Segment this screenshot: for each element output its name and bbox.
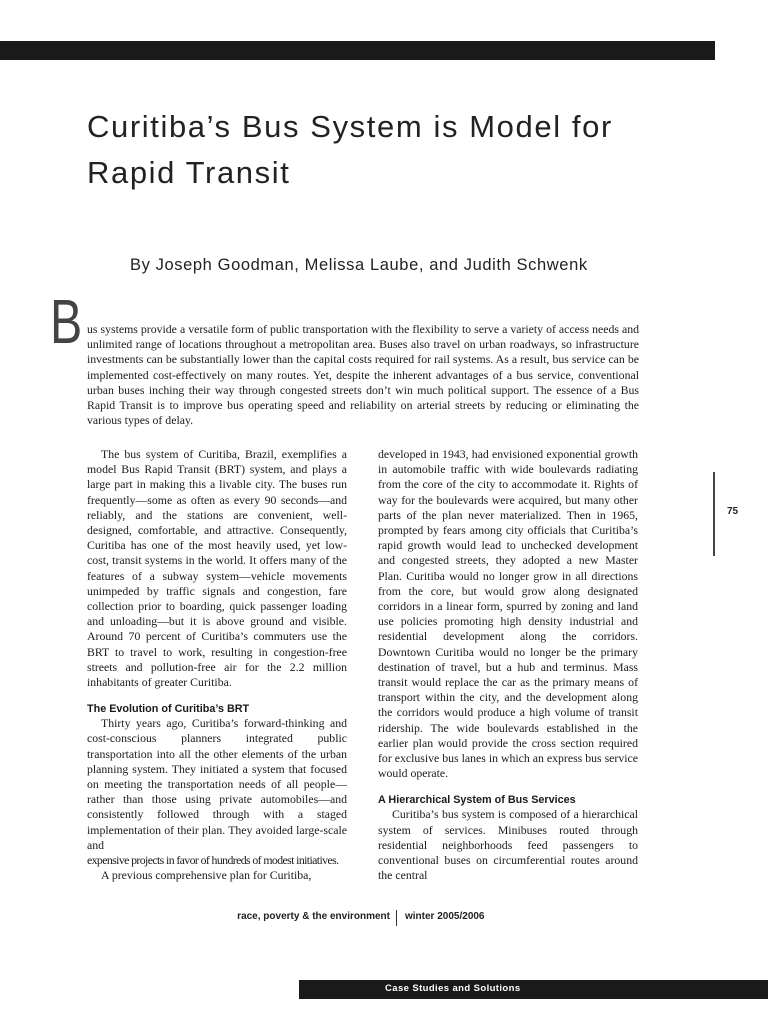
- left-column: [87, 447, 347, 883]
- footer-divider: [396, 910, 397, 926]
- section-heading: The Evolution of Curitiba’s BRT: [87, 703, 250, 716]
- intro-paragraph: us systems provide a versatile form of public transportation with the flexibility to serve a variety of access needs and unlimited range of locations throughout a metropolitan area. Buses also travel on urban roadways, so infrastructure investments can be substantially lower than the capital costs required for rail systems. As a result, bus service can be implemented cost-effectively on many routes. Yet, despite the inherent advantages of a bus service, conventional urban buses inching their way through congested streets don’t win much political support. The essence of a Bus Rapid Transit is to improve bus operating speed and reliability on arterial streets by reducing or eliminating the various types of delay.: [87, 322, 639, 428]
- footer-journal-title: race, poverty & the environment: [237, 911, 390, 922]
- section-label-bar: [299, 980, 768, 999]
- drop-cap: B: [50, 288, 83, 357]
- paragraph: Thirty years ago, Curitiba’s forward-thinking and cost-conscious planners integrated public transportation into all the other elements of the urban planning system. They initiated a system that focused on meeting the transportation needs of all people—rather than those using private automobiles—and consistently followed through with a staged implementation of their plan. They avoided large-scale and: [87, 716, 347, 852]
- page-number: 75: [727, 506, 739, 517]
- paragraph: Curitiba’s bus system is composed of a hierarchical system of services. Minibuses routed through residential neighborhoods feed passengers to conventional buses on circumferential routes around the central: [378, 807, 638, 883]
- paragraph: The bus system of Curitiba, Brazil, exemplifies a model Bus Rapid Transit (BRT) system, and plays a large part in making this a livable city. The buses run frequently—some as often as every 90 seconds—and reliably, and the stations are convenient, well-designed, comfortable, and attractive. Consequently, Curitiba has one of the most heavily used, yet low-cost, transit systems in the world. It offers many of the features of a subway system—vehicle movements unimpeded by traffic signals and congestion, fare collection prior to boarding, quick passenger loading and unloading—but it is above ground and visible. Around 70 percent of Curitiba’s commuters use the BRT to travel to work, resulting in congestion-free streets and pollution-free air for the 2.2 million inhabitants of greater Curitiba.: [87, 447, 347, 690]
- right-column: [378, 447, 638, 883]
- article-title: Curitiba’s Bus System is Model for Rapid Transit: [87, 109, 613, 190]
- paragraph-continuation: expensive projects in favor of hundreds of modest initiatives.: [87, 853, 339, 868]
- paragraph: A previous comprehensive plan for Curitiba,: [101, 868, 312, 883]
- article-byline: By Joseph Goodman, Melissa Laube, and Judith Schwenk: [130, 256, 588, 274]
- header-bar: [0, 41, 715, 60]
- footer-issue: winter 2005/2006: [405, 911, 485, 922]
- paragraph: developed in 1943, had envisioned exponential growth in automobile traffic with wide boulevards radiating from the core of the city to accommodate it. Rights of way for the boulevards were acquired, but many other parts of the plan never materialized. Then in 1965, prompted by fears among city officials that Curitiba’s rapid growth would lead to unchecked development and congested streets, they adopted a new Master Plan. Curitiba would no longer grow in all directions from the core, but would grow along designated corridors in a linear form, spurred by zoning and land use policies promoting high density industrial and residential development along the corridors. Downtown Curitiba would no longer be the primary destination of travel, but a hub and terminus. Mass transit would replace the car as the primary means of transport within the city, and the development along the corridors would produce a high volume of transit ridership. The wide boulevards established in the earlier plan would provide the cross section required for exclusive bus lanes in which an express bus service would operate.: [378, 447, 638, 781]
- section-label: Case Studies and Solutions: [385, 983, 521, 994]
- section-heading: A Hierarchical System of Bus Services: [378, 794, 576, 807]
- page-number-rule: [713, 472, 715, 556]
